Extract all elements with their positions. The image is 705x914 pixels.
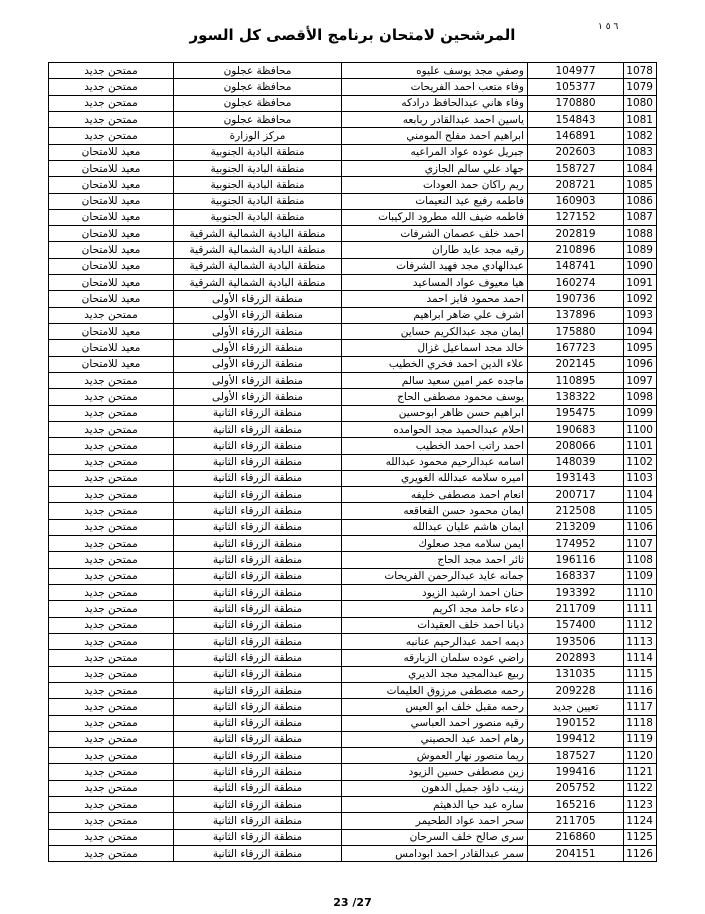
table-row [49, 846, 657, 862]
candidate-name-cell: رحمه مصطفى مرزوق العليمات [342, 682, 528, 698]
candidate-id-cell: 202819 [528, 226, 624, 242]
candidate-name-cell: حنان احمد ارشيد الزيود [342, 585, 528, 601]
table-row [49, 356, 657, 372]
candidate-id-cell: 127152 [528, 209, 624, 225]
candidate-name-cell: ساره عبد حيا الدهيثم [342, 797, 528, 813]
directorate-cell: منطقة الزرقاء الثانية [174, 764, 342, 780]
candidate-name-cell: زين مصطفى حسين الزيود [342, 764, 528, 780]
directorate-cell: منطقة الزرقاء الثانية [174, 536, 342, 552]
status-cell: ممتحن جديد [49, 797, 174, 813]
candidate-name-cell: اسامه عبدالرحيم محمود عبدالله [342, 454, 528, 470]
table-row [49, 699, 657, 715]
status-cell: معيد للامتحان [49, 144, 174, 160]
serial-cell: 1101 [624, 438, 657, 454]
serial-cell: 1113 [624, 633, 657, 649]
candidate-name-cell: رهام احمد عيد الحصيني [342, 731, 528, 747]
candidate-name-cell: اشرف علي ضاهر ابراهيم [342, 307, 528, 323]
directorate-cell: منطقة الزرقاء الثانية [174, 503, 342, 519]
candidate-name-cell: ريم راكان حمد العودات [342, 177, 528, 193]
candidate-name-cell: رحمه مقبل خلف ابو العيس [342, 699, 528, 715]
candidate-name-cell: احلام عبدالحميد مجد الحوامده [342, 421, 528, 437]
candidate-name-cell: هيا معيوف عواد المساعيد [342, 275, 528, 291]
serial-cell: 1115 [624, 666, 657, 682]
status-cell: معيد للامتحان [49, 258, 174, 274]
serial-cell: 1102 [624, 454, 657, 470]
candidate-name-cell: فاطمه رفيع عيد النعيمات [342, 193, 528, 209]
table-row [49, 780, 657, 796]
candidate-id-cell: 105377 [528, 79, 624, 95]
serial-cell: 1086 [624, 193, 657, 209]
candidate-id-cell: 187527 [528, 748, 624, 764]
candidate-id-cell: 160903 [528, 193, 624, 209]
table-row [49, 731, 657, 747]
candidate-id-cell: 196116 [528, 552, 624, 568]
serial-cell: 1089 [624, 242, 657, 258]
candidate-id-cell: 137896 [528, 307, 624, 323]
candidate-name-cell: سرى صالح خلف السرحان [342, 829, 528, 845]
directorate-cell: منطقة البادية الجنوبية [174, 177, 342, 193]
table-row [49, 519, 657, 535]
serial-cell: 1099 [624, 405, 657, 421]
serial-cell: 1094 [624, 324, 657, 340]
table-row [49, 275, 657, 291]
table-row [49, 470, 657, 486]
status-cell: ممتحن جديد [49, 780, 174, 796]
candidate-name-cell: ايمان هاشم عليان عبدالله [342, 519, 528, 535]
serial-cell: 1114 [624, 650, 657, 666]
candidate-name-cell: احمد راتب احمد الخطيب [342, 438, 528, 454]
candidate-id-cell: 202145 [528, 356, 624, 372]
table-row [49, 552, 657, 568]
table-row [49, 585, 657, 601]
directorate-cell: منطقة الزرقاء الثانية [174, 813, 342, 829]
table-row [49, 226, 657, 242]
status-cell: ممتحن جديد [49, 519, 174, 535]
candidate-id-cell: 209228 [528, 682, 624, 698]
table-row [49, 160, 657, 176]
candidate-id-cell: 148741 [528, 258, 624, 274]
table-row [49, 666, 657, 682]
serial-cell: 1098 [624, 389, 657, 405]
directorate-cell: منطقة الزرقاء الأولى [174, 291, 342, 307]
directorate-cell: منطقة الزرقاء الثانية [174, 731, 342, 747]
candidate-name-cell: ربيع عبدالمجيد مجد الديري [342, 666, 528, 682]
candidate-name-cell: يوسف محمود مصطفى الحاج [342, 389, 528, 405]
directorate-cell: محافظة عجلون [174, 79, 342, 95]
status-cell: ممتحن جديد [49, 503, 174, 519]
candidate-name-cell: فاطمه ضيف الله مطرود الركيبات [342, 209, 528, 225]
table-row [49, 128, 657, 144]
status-cell: معيد للامتحان [49, 193, 174, 209]
candidate-name-cell: رقيه منصور احمد العباسي [342, 715, 528, 731]
candidate-id-cell: 190683 [528, 421, 624, 437]
serial-cell: 1080 [624, 95, 657, 111]
directorate-cell: منطقة الزرقاء الثانية [174, 617, 342, 633]
directorate-cell: منطقة الزرقاء الثانية [174, 797, 342, 813]
directorate-cell: منطقة الزرقاء الأولى [174, 356, 342, 372]
table-row [49, 95, 657, 111]
directorate-cell: منطقة الزرقاء الثانية [174, 568, 342, 584]
serial-cell: 1079 [624, 79, 657, 95]
candidate-name-cell: راضي عوده سلمان الزبارقه [342, 650, 528, 666]
status-cell: ممتحن جديد [49, 389, 174, 405]
candidate-name-cell: ديمه احمد عبدالرحيم عنانبه [342, 633, 528, 649]
serial-cell: 1078 [624, 63, 657, 79]
directorate-cell: مركز الوزارة [174, 128, 342, 144]
directorate-cell: منطقة الزرقاء الأولى [174, 389, 342, 405]
candidate-name-cell: ماجده عمر امين سعيد سالم [342, 372, 528, 388]
candidate-name-cell: انعام احمد مصطفى خليفه [342, 487, 528, 503]
candidate-name-cell: علاء الدين احمد فخري الخطيب [342, 356, 528, 372]
candidate-name-cell: جمانه عايد عبدالرحمن الفريحات [342, 568, 528, 584]
table-row [49, 209, 657, 225]
status-cell: معيد للامتحان [49, 324, 174, 340]
candidate-id-cell: 204151 [528, 846, 624, 862]
candidate-id-cell: 190736 [528, 291, 624, 307]
candidate-id-cell: تعيين جديد [528, 699, 624, 715]
candidate-id-cell: 208721 [528, 177, 624, 193]
serial-cell: 1087 [624, 209, 657, 225]
serial-cell: 1118 [624, 715, 657, 731]
status-cell: ممتحن جديد [49, 585, 174, 601]
directorate-cell: منطقة الزرقاء الثانية [174, 715, 342, 731]
candidate-id-cell: 211705 [528, 813, 624, 829]
candidate-name-cell: اميره سلامه عبدالله الغويري [342, 470, 528, 486]
serial-cell: 1088 [624, 226, 657, 242]
serial-cell: 1112 [624, 617, 657, 633]
candidate-id-cell: 193506 [528, 633, 624, 649]
serial-cell: 1123 [624, 797, 657, 813]
directorate-cell: منطقة الزرقاء الثانية [174, 487, 342, 503]
serial-cell: 1093 [624, 307, 657, 323]
status-cell: ممتحن جديد [49, 682, 174, 698]
serial-cell: 1124 [624, 813, 657, 829]
candidate-id-cell: 200717 [528, 487, 624, 503]
table-row [49, 177, 657, 193]
serial-cell: 1095 [624, 340, 657, 356]
directorate-cell: منطقة الزرقاء الأولى [174, 324, 342, 340]
status-cell: ممتحن جديد [49, 438, 174, 454]
table-row [49, 291, 657, 307]
candidate-name-cell: ياسين احمد عبدالقادر ربابعه [342, 111, 528, 127]
status-cell: ممتحن جديد [49, 633, 174, 649]
status-cell: ممتحن جديد [49, 307, 174, 323]
status-cell: ممتحن جديد [49, 405, 174, 421]
serial-cell: 1108 [624, 552, 657, 568]
table-row [49, 568, 657, 584]
serial-cell: 1100 [624, 421, 657, 437]
serial-cell: 1125 [624, 829, 657, 845]
candidate-id-cell: 146891 [528, 128, 624, 144]
directorate-cell: منطقة البادية الشمالية الشرقية [174, 258, 342, 274]
candidate-id-cell: 212508 [528, 503, 624, 519]
directorate-cell: منطقة الزرقاء الثانية [174, 666, 342, 682]
table-row [49, 601, 657, 617]
candidate-id-cell: 138322 [528, 389, 624, 405]
serial-cell: 1103 [624, 470, 657, 486]
table-row [49, 389, 657, 405]
table-row [49, 797, 657, 813]
serial-cell: 1119 [624, 731, 657, 747]
status-cell: ممتحن جديد [49, 79, 174, 95]
status-cell: ممتحن جديد [49, 715, 174, 731]
directorate-cell: منطقة الزرقاء الثانية [174, 699, 342, 715]
serial-cell: 1120 [624, 748, 657, 764]
status-cell: ممتحن جديد [49, 454, 174, 470]
candidate-name-cell: احمد محمود فايز احمد [342, 291, 528, 307]
candidate-name-cell: عبدالهادي مجد فهيد الشرفات [342, 258, 528, 274]
serial-cell: 1082 [624, 128, 657, 144]
directorate-cell: منطقة الزرقاء الأولى [174, 340, 342, 356]
table-row [49, 438, 657, 454]
candidate-id-cell: 193143 [528, 470, 624, 486]
candidate-id-cell: 202603 [528, 144, 624, 160]
candidate-id-cell: 190152 [528, 715, 624, 731]
status-cell: ممتحن جديد [49, 421, 174, 437]
status-cell: معيد للامتحان [49, 177, 174, 193]
table-row [49, 372, 657, 388]
directorate-cell: منطقة الزرقاء الثانية [174, 780, 342, 796]
table-row [49, 421, 657, 437]
status-cell: ممتحن جديد [49, 846, 174, 862]
status-cell: ممتحن جديد [49, 372, 174, 388]
table-row [49, 617, 657, 633]
table-row [49, 63, 657, 79]
directorate-cell: منطقة البادية الشمالية الشرقية [174, 275, 342, 291]
candidate-name-cell: سحر احمد عواد الطحيمر [342, 813, 528, 829]
directorate-cell: منطقة الزرقاء الأولى [174, 372, 342, 388]
table-row [49, 79, 657, 95]
serial-cell: 1084 [624, 160, 657, 176]
status-cell: ممتحن جديد [49, 748, 174, 764]
status-cell: ممتحن جديد [49, 731, 174, 747]
directorate-cell: منطقة الزرقاء الثانية [174, 421, 342, 437]
status-cell: ممتحن جديد [49, 813, 174, 829]
status-cell: ممتحن جديد [49, 536, 174, 552]
candidate-id-cell: 175880 [528, 324, 624, 340]
table-row [49, 307, 657, 323]
table-row [49, 405, 657, 421]
candidate-name-cell: وصفي مجد يوسف عليوه [342, 63, 528, 79]
candidate-name-cell: ابراهيم احمد مفلح المومني [342, 128, 528, 144]
status-cell: معيد للامتحان [49, 242, 174, 258]
table-row [49, 454, 657, 470]
candidate-name-cell: جبريل عوده عواد المراعيه [342, 144, 528, 160]
directorate-cell: منطقة البادية الشمالية الشرقية [174, 242, 342, 258]
serial-cell: 1122 [624, 780, 657, 796]
status-cell: معيد للامتحان [49, 291, 174, 307]
status-cell: ممتحن جديد [49, 699, 174, 715]
status-cell: ممتحن جديد [49, 95, 174, 111]
candidate-id-cell: 193392 [528, 585, 624, 601]
candidate-id-cell: 104977 [528, 63, 624, 79]
serial-cell: 1105 [624, 503, 657, 519]
candidate-id-cell: 148039 [528, 454, 624, 470]
serial-cell: 1111 [624, 601, 657, 617]
directorate-cell: محافظة عجلون [174, 95, 342, 111]
serial-cell: 1104 [624, 487, 657, 503]
status-cell: ممتحن جديد [49, 487, 174, 503]
directorate-cell: منطقة البادية الشمالية الشرقية [174, 226, 342, 242]
candidates-table [48, 62, 657, 862]
table-row [49, 258, 657, 274]
candidate-name-cell: وفاء هاني عبدالحافظ درادكه [342, 95, 528, 111]
serial-cell: 1126 [624, 846, 657, 862]
candidate-id-cell: 208066 [528, 438, 624, 454]
candidate-id-cell: 154843 [528, 111, 624, 127]
directorate-cell: منطقة البادية الجنوبية [174, 209, 342, 225]
corner-mark: ٦ ٥ ١ [598, 22, 619, 32]
page-title: المرشحين لامتحان برنامج الأقصى كل السور [189, 26, 516, 44]
candidate-id-cell: 199412 [528, 731, 624, 747]
candidate-id-cell: 167723 [528, 340, 624, 356]
status-cell: ممتحن جديد [49, 829, 174, 845]
directorate-cell: منطقة الزرقاء الأولى [174, 307, 342, 323]
table-row [49, 144, 657, 160]
serial-cell: 1090 [624, 258, 657, 274]
directorate-cell: منطقة الزرقاء الثانية [174, 454, 342, 470]
directorate-cell: منطقة الزرقاء الثانية [174, 438, 342, 454]
candidate-id-cell: 216860 [528, 829, 624, 845]
candidate-id-cell: 160274 [528, 275, 624, 291]
candidate-id-cell: 210896 [528, 242, 624, 258]
status-cell: ممتحن جديد [49, 568, 174, 584]
serial-cell: 1092 [624, 291, 657, 307]
serial-cell: 1096 [624, 356, 657, 372]
directorate-cell: منطقة البادية الجنوبية [174, 144, 342, 160]
candidate-name-cell: ايمان مجد عبدالكريم حساين [342, 324, 528, 340]
serial-cell: 1081 [624, 111, 657, 127]
candidate-name-cell: وفاء متعب احمد الفريحات [342, 79, 528, 95]
table-row [49, 193, 657, 209]
directorate-cell: منطقة الزرقاء الثانية [174, 405, 342, 421]
table-row [49, 829, 657, 845]
candidate-id-cell: 165216 [528, 797, 624, 813]
serial-cell: 1083 [624, 144, 657, 160]
status-cell: معيد للامتحان [49, 209, 174, 225]
candidate-id-cell: 168337 [528, 568, 624, 584]
status-cell: ممتحن جديد [49, 601, 174, 617]
status-cell: ممتحن جديد [49, 111, 174, 127]
candidate-name-cell: سمر عبدالقادر احمد ابودامس [342, 846, 528, 862]
candidate-id-cell: 170880 [528, 95, 624, 111]
directorate-cell: منطقة الزرقاء الثانية [174, 601, 342, 617]
candidate-id-cell: 211709 [528, 601, 624, 617]
table-row [49, 503, 657, 519]
serial-cell: 1121 [624, 764, 657, 780]
serial-cell: 1097 [624, 372, 657, 388]
directorate-cell: منطقة الزرقاء الثانية [174, 748, 342, 764]
directorate-cell: محافظة عجلون [174, 111, 342, 127]
status-cell: ممتحن جديد [49, 617, 174, 633]
directorate-cell: منطقة الزرقاء الثانية [174, 585, 342, 601]
directorate-cell: منطقة الزرقاء الثانية [174, 650, 342, 666]
table-row [49, 324, 657, 340]
status-cell: ممتحن جديد [49, 63, 174, 79]
table-row [49, 813, 657, 829]
directorate-cell: منطقة الزرقاء الثانية [174, 470, 342, 486]
table-row [49, 764, 657, 780]
table-row [49, 682, 657, 698]
status-cell: معيد للامتحان [49, 356, 174, 372]
table-row [49, 111, 657, 127]
candidate-name-cell: زينب داؤد جميل الدهون [342, 780, 528, 796]
candidate-id-cell: 131035 [528, 666, 624, 682]
table-row [49, 715, 657, 731]
candidate-name-cell: خالد مجد اسماعيل غزال [342, 340, 528, 356]
table-row [49, 650, 657, 666]
candidate-name-cell: احمد خلف عصمان الشرفات [342, 226, 528, 242]
table-row [49, 536, 657, 552]
serial-cell: 1107 [624, 536, 657, 552]
candidate-name-cell: ريما منصور نهار العموش [342, 748, 528, 764]
candidate-name-cell: ايمان محمود حسن القعاقعه [342, 503, 528, 519]
status-cell: معيد للامتحان [49, 340, 174, 356]
status-cell: ممتحن جديد [49, 650, 174, 666]
table-row [49, 340, 657, 356]
candidate-name-cell: دعاء حامد مجد اكريم [342, 601, 528, 617]
directorate-cell: منطقة الزرقاء الثانية [174, 846, 342, 862]
serial-cell: 1091 [624, 275, 657, 291]
status-cell: معيد للامتحان [49, 275, 174, 291]
page-number: 23 /27 [333, 896, 372, 909]
candidate-id-cell: 157400 [528, 617, 624, 633]
status-cell: ممتحن جديد [49, 552, 174, 568]
directorate-cell: منطقة الزرقاء الثانية [174, 519, 342, 535]
directorate-cell: منطقة الزرقاء الثانية [174, 682, 342, 698]
candidate-id-cell: 213209 [528, 519, 624, 535]
serial-cell: 1116 [624, 682, 657, 698]
candidate-id-cell: 158727 [528, 160, 624, 176]
candidate-id-cell: 202893 [528, 650, 624, 666]
candidate-name-cell: ابراهيم حسن ظاهر ابوحسين [342, 405, 528, 421]
directorate-cell: منطقة الزرقاء الثانية [174, 552, 342, 568]
status-cell: ممتحن جديد [49, 470, 174, 486]
status-cell: معيد للامتحان [49, 160, 174, 176]
directorate-cell: منطقة الزرقاء الثانية [174, 633, 342, 649]
candidate-name-cell: رقيه مجد عايد طاران [342, 242, 528, 258]
serial-cell: 1109 [624, 568, 657, 584]
candidate-id-cell: 199416 [528, 764, 624, 780]
directorate-cell: منطقة البادية الجنوبية [174, 160, 342, 176]
table-row [49, 748, 657, 764]
serial-cell: 1110 [624, 585, 657, 601]
directorate-cell: محافظة عجلون [174, 63, 342, 79]
status-cell: ممتحن جديد [49, 128, 174, 144]
serial-cell: 1106 [624, 519, 657, 535]
candidate-id-cell: 205752 [528, 780, 624, 796]
candidate-id-cell: 110895 [528, 372, 624, 388]
directorate-cell: منطقة البادية الجنوبية [174, 193, 342, 209]
candidate-id-cell: 195475 [528, 405, 624, 421]
status-cell: ممتحن جديد [49, 764, 174, 780]
candidate-name-cell: ثائر احمد مجد الحاج [342, 552, 528, 568]
directorate-cell: منطقة الزرقاء الثانية [174, 829, 342, 845]
table-row [49, 633, 657, 649]
table-row [49, 242, 657, 258]
candidate-name-cell: ايمن سلامه مجد صعلوك [342, 536, 528, 552]
candidate-id-cell: 174952 [528, 536, 624, 552]
serial-cell: 1085 [624, 177, 657, 193]
candidate-name-cell: جهاد علي سالم الجازي [342, 160, 528, 176]
status-cell: ممتحن جديد [49, 666, 174, 682]
table-row [49, 487, 657, 503]
serial-cell: 1117 [624, 699, 657, 715]
status-cell: معيد للامتحان [49, 226, 174, 242]
candidate-name-cell: ديانا احمد خلف العقيدات [342, 617, 528, 633]
